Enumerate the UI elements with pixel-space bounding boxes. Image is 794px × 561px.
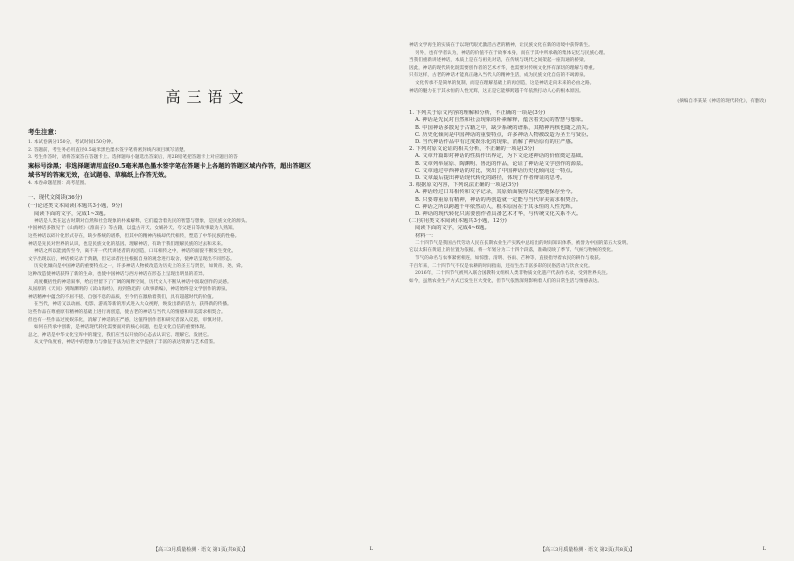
passage-line: 2016年，二十四节气被列入联合国教科文组织人类非物质文化遗产代表作名录，受到世界关注。: [415, 271, 611, 277]
passage-line: 只有这样，古老的神话才能真正融入当代人的精神生活，成为民族文化自信的不竭源泉。: [409, 73, 589, 79]
subsection-heading: (一)论述类文本阅读(本题共3小题，9分): [28, 203, 123, 210]
page-footer: [28, 546, 373, 553]
footer-mark: L: [762, 546, 766, 552]
passage-line: 它以太阳在黄道上的位置为依据，将一年划分为二十四个段落，准确反映了季节、气候与物候的变化。: [409, 248, 616, 254]
passage-line: 神话精神中蕴含的不屈不挠、自强不息的品质，至今仍在激励着我们，具有超越时代的价值。: [28, 294, 217, 300]
passage-line: 二十四节气是我国古代劳动人民在长期农业生产实践中总结出的时间知识体系，被誉为中国的第五大发明。: [415, 240, 631, 246]
passage-line: 神话的魅力在于其永恒的人性光辉，这正是它能够跨越千年依然打动人心的根本原因。: [409, 88, 584, 94]
notice-item: 3. 考生作答时，请将答案答在答题卡上。选择题每小题选出答案后，用2B铅笔把答题卡上对应题目的答: [28, 155, 238, 161]
question-stem: 3. 根据原文内容，下列说法正确的一项是(3分): [409, 182, 519, 189]
passage-line: 高度概括性的神话叙事，给后世留下了广阔的阐释空间，历代文人不断从神话中汲取创作的灵感。: [34, 279, 232, 285]
passage-line: 当我们重新讲述神话，本质上是在与祖先对话，在传统与现代之间架起一座沟通的桥梁。: [409, 58, 589, 64]
page-footer: [409, 546, 766, 553]
question-1: [409, 110, 766, 146]
passage-line: 神话之所以能流传至今，离不开一代代讲述者的再创造，口耳相传之中，神话的面貌不断发生变化。: [34, 249, 237, 255]
question-option: A. 文章开篇即对神话的性质作出界定，为下文论述神话的价值奠定基础。: [415, 153, 587, 160]
subsection-heading: (二)实用类文本阅读(本题共3小题，12分): [409, 218, 507, 225]
question-option: C. 历史化倾向是中国神话的重要特点，许多神话人物被改造为圣王与贤臣。: [415, 131, 592, 138]
notice-box: [28, 127, 387, 187]
question-option: B. 只要尊重原有精神，神话的再创造就一定能与当代审美需求相契合。: [415, 196, 582, 203]
passage-line: 文化传承不是简单的复制，而是在理解基础上的再创造，这是神话走向未来的必由之路。: [415, 80, 595, 86]
question-3: [409, 182, 766, 218]
question-option: C. 神话之所以跨越千年依然动人，根本原因在于其永恒的人性光辉。: [415, 203, 576, 210]
passage-line: 如何在传承中创新，是神话现代转化需要面对的核心问题，也是文化自信的重要体现。: [34, 325, 209, 331]
question-option: A. 神话经过口耳相传和文字记录，其原始面貌得以完整地保存至今。: [415, 189, 576, 196]
passage-line: 总之，神话是中华文化宝库中的瑰宝，我们应当以开放的心态去认识它、理解它、发展它。: [28, 332, 212, 338]
reading-instruction: 阅读下面的文字，完成4~6题。: [415, 225, 490, 232]
passage-line: 千百年来，二十四节气不仅是农耕的时间指南，还衍生出丰富多彩的民俗活动与饮食文化。: [409, 263, 593, 269]
passage-line: 这些神话以碎片化形式存在，缺少系统的谱系，但其中的精神内核却代代相传，塑造了中华民族的性格。: [28, 233, 240, 239]
passage-line: 从屈原的《天问》到陶渊明的《读山海经》，再到鲁迅的《故事新编》，神话始终是文学创作的源泉。: [28, 287, 231, 293]
passage-line: 神话是先民对世界的认识，也是民族文化的基因。理解神话，有助于我们理解民族的过去和未来。: [28, 241, 226, 247]
passage-line: 神话文学再生的实质在于以现代眼光激活古老的精神，让民族文化在新的语境中获得新生。: [409, 43, 593, 48]
passage-line: 因此，神话的现代转化既需要创作者的艺术才华，也需要对传统文化怀有深切的理解与尊重。: [409, 65, 598, 71]
footer-text: 【高三3月质量检测 · 语文 第2页(共8页)】: [540, 547, 635, 553]
passage-line: 这种改造使神话获得了新的生命，也使中国神话与西方神话在形态上呈现出明显的差异。: [28, 271, 208, 277]
notice-item: 4. 本卷命题范围：高考范围。: [28, 180, 89, 186]
passage-line: 神话是人类在远古时期对自然和社会现象的朴素解释，它们蕴含着先民的智慧与想象，是民族文化的源头。: [34, 218, 250, 224]
passage-line: 文字出现以后，神话被记录于典籍，但记录者往往根据自身的观念进行取舍，使神话呈现出不同形态。: [28, 256, 235, 262]
passage-line: 如今，虽然农业生产方式已发生巨大变化，但节气依然深刻影响着人们的日常生活与情感表达。: [409, 278, 602, 284]
notice-item-emphasis: 案标号涂黑；非选择题请用直径0.5毫米黑色墨水签字笔在答题卡上各题的答题区域内作答，超出答题区: [28, 162, 312, 170]
passage-line: 中国神话多散见于《山海经》《淮南子》等古籍，以盘古开天、女娲补天、夸父逐日等故事最为人熟知。: [28, 226, 238, 232]
reading-instruction: 阅读下面的文字，完成1~3题。: [34, 210, 109, 217]
reading-passage-continued: [409, 42, 766, 95]
question-2: [409, 146, 766, 182]
question-option: A. 神话是先民对自然和社会现象的朴素解释，蕴含着先民的智慧与想象。: [415, 117, 587, 124]
question-option: C. 文章通过中西神话的对比，突出了中国神话历史化倾向这一特点。: [415, 167, 576, 174]
question-stem: 2. 下列对原文论证的相关分析，不正确的一项是(3分): [409, 146, 535, 153]
footer-mark: L: [369, 546, 373, 552]
question-option: B. 中国神话多散见于古籍之中，缺少系统的谱系，其精神内核也随之消失。: [415, 124, 592, 131]
question-option: D. 当代神话作品中有过度娱乐化的现象，消解了神话原有的庄严感。: [415, 138, 577, 145]
notice-item: 1. 本试卷满分150分，考试时间150分钟。: [28, 140, 116, 145]
page-title: 高三语文: [165, 88, 250, 106]
material-passage: [409, 240, 766, 286]
right-page: [397, 0, 794, 561]
passage-line: 但也有一些作品过度娱乐化，消解了神话的庄严感，这值得创作者和研究者深入反思，审慎对待。: [28, 317, 226, 323]
passage-line: 从文学角度看，神话中的想象力与象征手法为后世文学提供了丰富的表达资源与艺术借鉴。: [34, 340, 218, 346]
passage-line: 历史化倾向是中国神话的重要特点之一，许多神话人物被改造为历史上的圣王与贤臣，如黄帝、尧、舜。: [34, 264, 246, 270]
passage-line: 在当代，神话又以动画、电影、游戏等新的形式进入大众视野，焕发出新的活力，获得新的传播。: [34, 302, 232, 308]
notice-item: 2. 答题前，考生务必用直径0.5毫米黑色墨水签字笔将密封线内项目填写清楚。: [28, 147, 189, 153]
citation: (摘编自李某某《神话的现代转化》，有删改): [677, 99, 766, 105]
notice-heading: 考生注意：: [28, 128, 61, 136]
question-stem: 1. 下列关于原文内容的理解和分析，不正确的一项是(3分): [409, 110, 546, 117]
passage-line: 另外，也有学者认为，神话的价值不在于故事本身，而在于其中所承载的集体记忆与民族心理。: [415, 50, 608, 56]
section-heading: 一、现代文阅读(36分): [28, 195, 83, 202]
question-option: D. 文章最后提出神话现代转化的路径，体现了作者辩证的思考。: [415, 174, 566, 181]
question-option: D. 神话的现代转化只需要创作者具备艺术才华，与传统文化关系不大。: [415, 211, 582, 217]
footer-text: 【高三3月质量检测 · 语文 第1页(共8页)】: [153, 547, 248, 553]
passage-line: 这些作品在尊重原有精神的基础上进行再创造，使古老的神话与当代人的情感和审美需求相契合。: [28, 309, 226, 315]
notice-item-emphasis: 域书写的答案无效，在试题卷、草稿纸上作答无效。: [28, 171, 171, 179]
material-label: 材料一：: [415, 232, 437, 239]
passage-line: 节气的命名与农事紧密相连，如惊蛰、清明、谷雨、芒种等，直接指导着农民的耕作与收获。: [415, 256, 604, 261]
question-option: B. 文章列举屈原、陶渊明、鲁迅的作品，论证了神话是文学创作的源泉。: [415, 160, 587, 167]
reading-passage: [28, 218, 387, 347]
